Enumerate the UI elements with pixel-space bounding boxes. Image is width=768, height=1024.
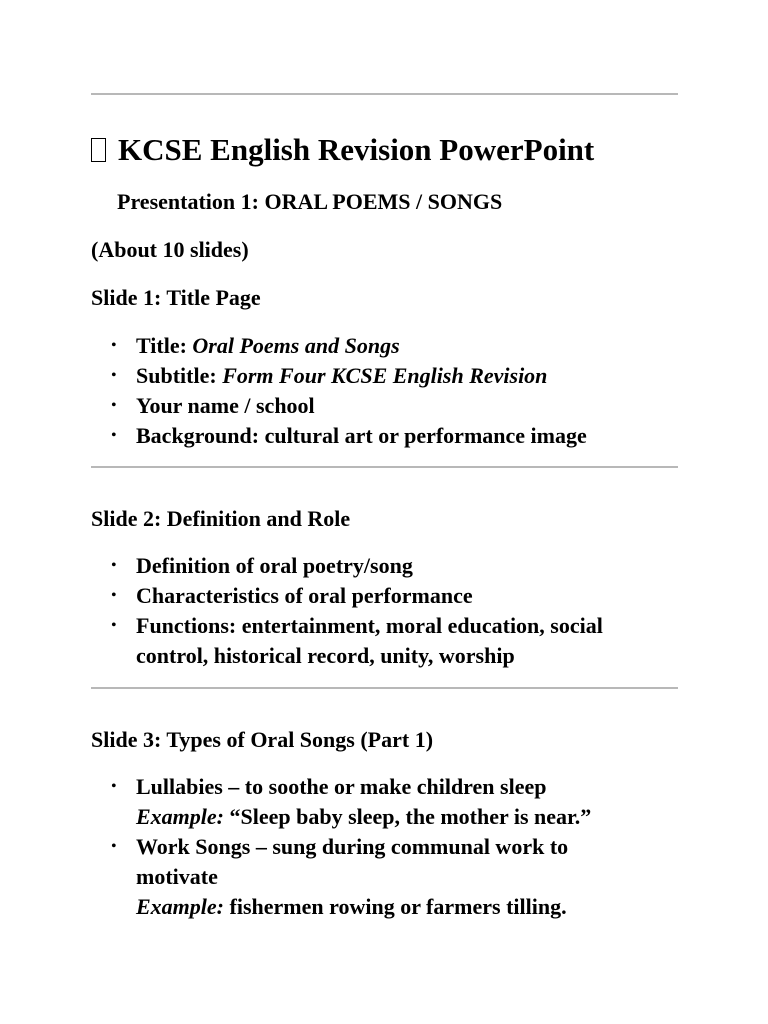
list-item [91, 391, 587, 421]
document-title [91, 130, 594, 170]
slide1-list [91, 331, 587, 451]
list-item [91, 421, 587, 451]
item-text: Work Songs – sung during communal work to [136, 834, 569, 859]
slide3-heading: Slide 3: Types of Oral Songs (Part 1) [91, 727, 434, 752]
divider [91, 466, 678, 468]
item-italic-text: Form Four KCSE English Revision [222, 363, 548, 388]
example-text: “Sleep baby sleep, the mother is near.” [224, 804, 592, 829]
item-text-continued: control, historical record, unity, worship [136, 643, 515, 668]
slide2-list [91, 551, 603, 671]
divider [91, 687, 678, 689]
divider [91, 93, 678, 95]
item-text-continued: motivate [136, 864, 218, 889]
example-text: fishermen rowing or farmers tilling. [224, 894, 567, 919]
slide1-heading: Slide 1: Title Page [91, 285, 261, 310]
item-label: Title: [136, 333, 193, 358]
item-text: Characteristics of oral performance [136, 583, 473, 608]
item-text: Background: cultural art or performance image [136, 423, 587, 448]
document-title-text: KCSE English Revision PowerPoint [118, 132, 595, 167]
item-italic-text: Oral Poems and Songs [192, 333, 400, 358]
list-item [91, 611, 603, 671]
list-item [91, 832, 591, 922]
slide2-heading: Slide 2: Definition and Role [91, 506, 351, 531]
list-item [91, 361, 587, 391]
item-text: Definition of oral poetry/song [136, 553, 413, 578]
missing-glyph-icon [91, 138, 106, 162]
item-text: Lullabies – to soothe or make children sleep [136, 774, 547, 799]
example-label: Example: [136, 804, 224, 829]
list-item [91, 331, 587, 361]
example-label: Example: [136, 894, 224, 919]
list-item [91, 772, 591, 832]
item-text: Functions: entertainment, moral education, social [136, 613, 603, 638]
list-item [91, 581, 603, 611]
item-text: Your name / school [136, 393, 315, 418]
item-label: Subtitle: [136, 363, 223, 388]
slide-count-note: (About 10 slides) [91, 237, 249, 262]
presentation-subtitle: Presentation 1: ORAL POEMS / SONGS [117, 189, 503, 214]
slide3-list [91, 772, 591, 922]
list-item [91, 551, 603, 581]
